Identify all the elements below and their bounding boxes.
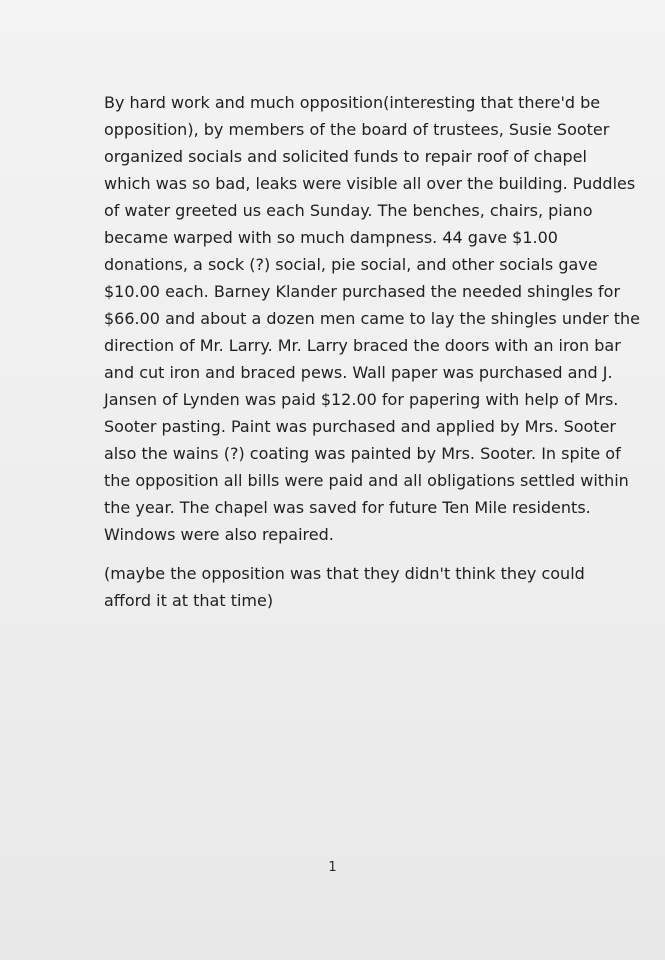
text-line: Jansen of Lynden was paid $12.00 for papering with help of Mrs.: [104, 390, 619, 409]
text-line: and cut iron and braced pews. Wall paper was purchased and J.: [104, 363, 613, 382]
paragraph-1: [104, 89, 639, 548]
text-line: opposition), by members of the board of trustees, Susie Sooter: [104, 120, 610, 139]
paragraph-2: [104, 560, 639, 614]
text-line: organized socials and solicited funds to repair roof of chapel: [104, 147, 587, 166]
document-body: [104, 89, 639, 614]
text-line: By hard work and much opposition(interesting that there'd be: [104, 93, 601, 112]
text-line: donations, a sock (?) social, pie social, and other socials gave: [104, 255, 598, 274]
text-line: became warped with so much dampness. 44 gave $1.00: [104, 228, 558, 247]
page-number: 1: [328, 860, 337, 875]
text-line: also the wains (?) coating was painted by Mrs. Sooter. In spite of: [104, 444, 621, 463]
text-line: which was so bad, leaks were visible all over the building. Puddles: [104, 174, 636, 193]
text-line: afford it at that time): [104, 591, 274, 610]
text-line: $66.00 and about a dozen men came to lay the shingles under the: [104, 309, 641, 328]
text-line: the year. The chapel was saved for future Ten Mile residents.: [104, 498, 591, 517]
text-line: Windows were also repaired.: [104, 525, 334, 544]
text-line: (maybe the opposition was that they didn't think they could: [104, 564, 585, 583]
text-line: of water greeted us each Sunday. The benches, chairs, piano: [104, 201, 593, 220]
text-line: the opposition all bills were paid and all obligations settled within: [104, 471, 629, 490]
text-line: $10.00 each. Barney Klander purchased the needed shingles for: [104, 282, 621, 301]
text-line: Sooter pasting. Paint was purchased and applied by Mrs. Sooter: [104, 417, 616, 436]
text-line: direction of Mr. Larry. Mr. Larry braced the doors with an iron bar: [104, 336, 621, 355]
